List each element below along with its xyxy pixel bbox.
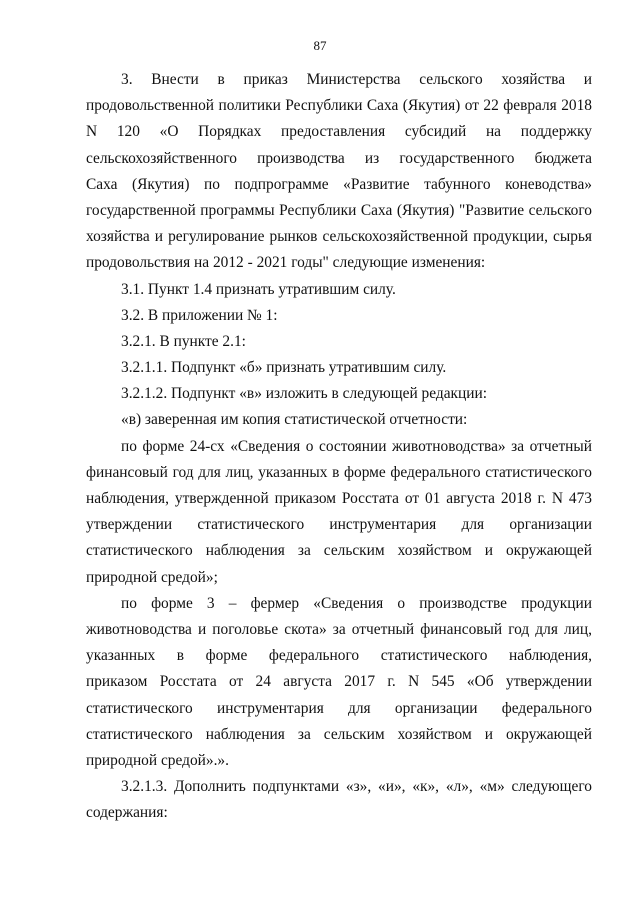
text-line: хозяйства и регулирование рынков сельскохозяйственной продукции, сырья: [86, 228, 592, 246]
text-line: 3.2.1.3. Дополнить подпунктами «з», «и», «к», «л», «м» следующего: [121, 778, 592, 796]
text-line: указанных в форме федерального статистического наблюдения,: [86, 647, 592, 665]
text-line: N 120 «О Порядках предоставления субсидий на поддержку: [86, 123, 592, 141]
text-line: животноводства и поголовье скота» за отчетный финансовый год для лиц,: [86, 620, 592, 638]
text-line: природной средой».».: [86, 751, 229, 769]
text-line: статистического наблюдения за сельским хозяйством и окружающей: [86, 542, 592, 560]
text-line: по форме 24-сх «Сведения о состоянии животноводства» за отчетный: [121, 437, 592, 455]
text-line: по форме 3 – фермер «Сведения о производстве продукции: [121, 594, 592, 612]
text-line: содержания:: [86, 804, 168, 822]
text-line: финансовый год для лиц, указанных в форме федерального статистического: [86, 463, 592, 481]
text-line: Саха (Якутия) по подпрограмме «Развитие табунного коневодства»: [86, 175, 592, 193]
text-line: 3.2.1.1. Подпункт «б» признать утратившим силу.: [121, 359, 447, 377]
text-line: продовольственной политики Республики Саха (Якутия) от 22 февраля 2018: [86, 97, 592, 115]
text-line: «в) заверенная им копия статистической отчетности:: [121, 411, 468, 429]
text-line: продовольствия на 2012 - 2021 годы" следующие изменения:: [86, 254, 486, 272]
text-line: приказом Росстата от 24 августа 2017 г. N 545 «Об утверждении: [86, 673, 592, 691]
document-body: [86, 67, 592, 826]
text-line: 3.2.1. В пункте 2.1:: [121, 332, 246, 350]
text-line: 3.2. В приложении № 1:: [121, 306, 278, 324]
text-line: 3.1. Пункт 1.4 признать утратившим силу.: [121, 280, 396, 298]
text-line: природной средой»;: [86, 568, 218, 586]
text-line: 3.2.1.2. Подпункт «в» изложить в следующей редакции:: [121, 385, 487, 403]
text-line: утверждении статистического инструментария для организации: [86, 516, 592, 534]
text-line: сельскохозяйственного производства из государственного бюджета: [86, 149, 592, 167]
text-line: статистического инструментария для организации федерального: [86, 699, 592, 717]
text-line: статистического наблюдения за сельским хозяйством и окружающей: [86, 725, 592, 743]
text-line: государственной программы Республики Саха (Якутия) "Развитие сельского: [86, 201, 592, 219]
page-number: 87: [313, 38, 327, 53]
text-line: 3. Внести в приказ Министерства сельского хозяйства и: [121, 71, 592, 88]
text-line: наблюдения, утвержденной приказом Росстата от 01 августа 2018 г. N 473: [86, 490, 592, 507]
